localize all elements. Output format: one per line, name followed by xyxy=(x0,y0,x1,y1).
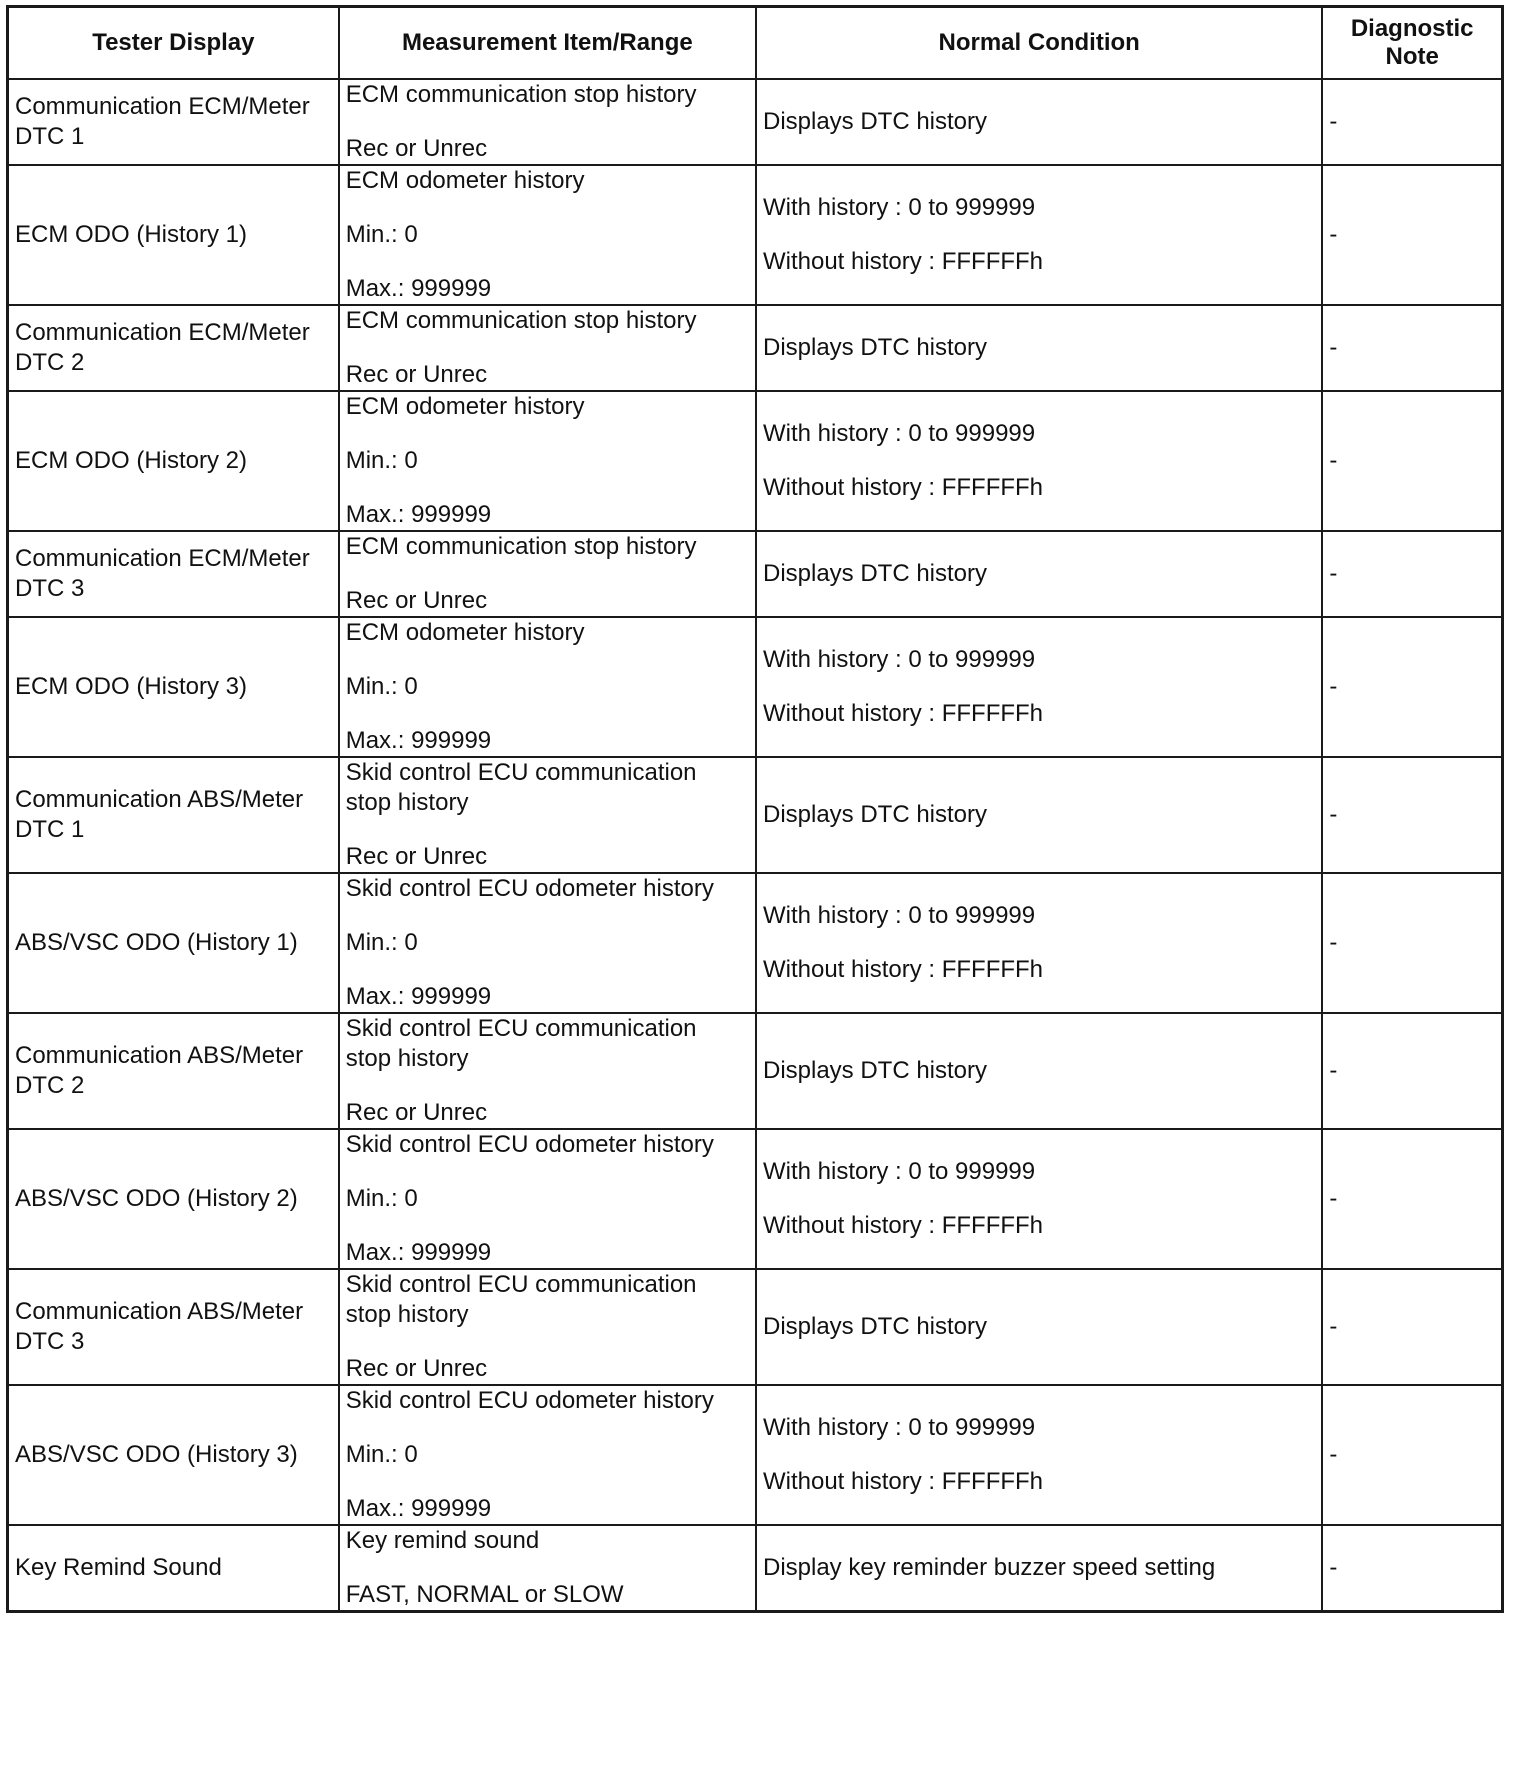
cell-measurement-item xyxy=(339,757,756,873)
normal-condition-text: Displays DTC history xyxy=(762,1313,988,1340)
normal-condition-text: With history : 0 to 999999 xyxy=(762,902,1036,929)
table-header xyxy=(8,7,1503,80)
paragraph-gap xyxy=(346,1470,749,1494)
cell-normal-condition xyxy=(756,165,1322,305)
measurement-text: Rec or Unrec xyxy=(345,1099,488,1126)
measurement-text: Key remind sound xyxy=(345,1527,540,1554)
cell-normal-condition xyxy=(756,79,1322,165)
tester-display-text: Key Remind Sound xyxy=(15,1554,222,1581)
tester-display-text: ABS/VSC ODO (History 2) xyxy=(15,1185,298,1212)
measurement-text: FAST, NORMAL or SLOW xyxy=(345,1581,624,1608)
cell-tester-display xyxy=(8,165,339,305)
cell-normal-condition xyxy=(756,305,1322,391)
normal-condition-text: With history : 0 to 999999 xyxy=(762,194,1036,221)
normal-condition-text: Without history : FFFFFFh xyxy=(762,1468,1044,1495)
tester-display-text: ECM ODO (History 2) xyxy=(15,447,248,474)
cell-measurement-item xyxy=(339,165,756,305)
table-row xyxy=(8,1269,1503,1385)
cell-diagnostic-note: - xyxy=(1322,1385,1502,1525)
measurement-text: Max.: 999999 xyxy=(345,727,492,754)
normal-condition-text: Displays DTC history xyxy=(762,334,988,361)
measurement-text: Rec or Unrec xyxy=(345,135,488,162)
cell-diagnostic-note: - xyxy=(1322,1269,1502,1385)
paragraph-gap xyxy=(346,476,749,500)
cell-tester-display xyxy=(8,1385,339,1525)
paragraph-gap xyxy=(763,449,1315,473)
cell-measurement-item xyxy=(339,873,756,1013)
tester-display-text: DTC 1 xyxy=(15,123,85,150)
cell-diagnostic-note: - xyxy=(1322,79,1502,165)
cell-tester-display xyxy=(8,305,339,391)
cell-diagnostic-note: - xyxy=(1322,1525,1502,1612)
measurement-text: Max.: 999999 xyxy=(345,1495,492,1522)
header-tester-display: Tester Display xyxy=(8,7,339,80)
paragraph-gap xyxy=(346,818,749,842)
measurement-text: ECM communication stop history xyxy=(345,533,697,560)
normal-condition-text: Without history : FFFFFFh xyxy=(762,700,1044,727)
normal-condition-text: Display key reminder buzzer speed setting xyxy=(762,1554,1216,1581)
tester-display-text: DTC 3 xyxy=(15,1328,85,1355)
table-row xyxy=(8,1129,1503,1269)
cell-normal-condition xyxy=(756,531,1322,617)
paragraph-gap xyxy=(346,1416,749,1440)
paragraph-gap xyxy=(346,562,749,586)
tester-display-text: ECM ODO (History 3) xyxy=(15,673,248,700)
cell-diagnostic-note: - xyxy=(1322,165,1502,305)
cell-normal-condition xyxy=(756,873,1322,1013)
cell-tester-display xyxy=(8,757,339,873)
tester-display-text: DTC 2 xyxy=(15,1072,85,1099)
normal-condition-text: Displays DTC history xyxy=(762,560,988,587)
cell-diagnostic-note: - xyxy=(1322,873,1502,1013)
paragraph-gap xyxy=(346,336,749,360)
paragraph-gap xyxy=(763,223,1315,247)
tester-display-text: Communication ABS/Meter xyxy=(15,786,304,813)
normal-condition-text: With history : 0 to 999999 xyxy=(762,420,1036,447)
paragraph-gap xyxy=(346,904,749,928)
table-body xyxy=(8,79,1503,1612)
measurement-text: ECM odometer history xyxy=(345,167,585,194)
measurement-text: ECM odometer history xyxy=(345,619,585,646)
normal-condition-text: Displays DTC history xyxy=(762,801,988,828)
measurement-text: Min.: 0 xyxy=(345,929,418,956)
tester-display-text: DTC 2 xyxy=(15,349,85,376)
cell-tester-display xyxy=(8,1129,339,1269)
paragraph-gap xyxy=(763,931,1315,955)
cell-normal-condition xyxy=(756,391,1322,531)
table-row xyxy=(8,1525,1503,1612)
table-row xyxy=(8,531,1503,617)
measurement-text: Rec or Unrec xyxy=(345,1355,488,1382)
cell-diagnostic-note: - xyxy=(1322,305,1502,391)
tester-display-text: Communication ABS/Meter xyxy=(15,1298,304,1325)
table-row xyxy=(8,873,1503,1013)
data-table xyxy=(6,5,1504,1613)
cell-normal-condition xyxy=(756,617,1322,757)
cell-normal-condition xyxy=(756,1525,1322,1612)
header-measurement-item: Measurement Item/Range xyxy=(339,7,756,80)
measurement-text: Rec or Unrec xyxy=(345,361,488,388)
measurement-text: Max.: 999999 xyxy=(345,501,492,528)
table-row xyxy=(8,79,1503,165)
measurement-text: Min.: 0 xyxy=(345,447,418,474)
cell-measurement-item xyxy=(339,391,756,531)
normal-condition-text: Without history : FFFFFFh xyxy=(762,1212,1044,1239)
cell-diagnostic-note: - xyxy=(1322,757,1502,873)
paragraph-gap xyxy=(346,648,749,672)
header-diagnostic-note xyxy=(1322,7,1502,80)
paragraph-gap xyxy=(346,1330,749,1354)
measurement-text: ECM communication stop history xyxy=(345,307,697,334)
table-row xyxy=(8,305,1503,391)
normal-condition-text: Displays DTC history xyxy=(762,1057,988,1084)
tester-display-text: Communication ECM/Meter xyxy=(15,93,310,120)
paragraph-gap xyxy=(763,675,1315,699)
table-row xyxy=(8,1385,1503,1525)
measurement-text: Skid control ECU odometer history xyxy=(345,1387,714,1414)
cell-measurement-item xyxy=(339,79,756,165)
measurement-text: Max.: 999999 xyxy=(345,983,492,1010)
header-diagnostic-note-line2: Note xyxy=(1385,43,1439,70)
measurement-text: Skid control ECU odometer history xyxy=(345,875,714,902)
table-row xyxy=(8,391,1503,531)
cell-diagnostic-note: - xyxy=(1322,1129,1502,1269)
cell-diagnostic-note: - xyxy=(1322,617,1502,757)
paragraph-gap xyxy=(346,110,749,134)
cell-measurement-item xyxy=(339,1385,756,1525)
cell-diagnostic-note: - xyxy=(1322,391,1502,531)
paragraph-gap xyxy=(346,1556,749,1580)
measurement-text: Min.: 0 xyxy=(345,1441,418,1468)
cell-normal-condition xyxy=(756,1129,1322,1269)
measurement-text: Skid control ECU odometer history xyxy=(345,1131,714,1158)
measurement-text: Skid control ECU communication xyxy=(345,759,697,786)
tester-display-text: Communication ECM/Meter xyxy=(15,319,310,346)
measurement-text: stop history xyxy=(345,1045,469,1072)
paragraph-gap xyxy=(763,1187,1315,1211)
header-normal-condition: Normal Condition xyxy=(756,7,1322,80)
cell-normal-condition xyxy=(756,1013,1322,1129)
normal-condition-text: Without history : FFFFFFh xyxy=(762,956,1044,983)
cell-measurement-item xyxy=(339,1129,756,1269)
tester-display-text: DTC 1 xyxy=(15,816,85,843)
measurement-text: Rec or Unrec xyxy=(345,843,488,870)
normal-condition-text: With history : 0 to 999999 xyxy=(762,646,1036,673)
tester-display-text: ABS/VSC ODO (History 3) xyxy=(15,1441,298,1468)
measurement-text: Skid control ECU communication xyxy=(345,1015,697,1042)
cell-measurement-item xyxy=(339,531,756,617)
cell-normal-condition xyxy=(756,1269,1322,1385)
paragraph-gap xyxy=(763,1443,1315,1467)
measurement-text: Min.: 0 xyxy=(345,673,418,700)
cell-tester-display xyxy=(8,617,339,757)
measurement-text: Min.: 0 xyxy=(345,221,418,248)
paragraph-gap xyxy=(346,1214,749,1238)
cell-normal-condition xyxy=(756,757,1322,873)
cell-tester-display xyxy=(8,531,339,617)
measurement-text: stop history xyxy=(345,789,469,816)
measurement-text: Min.: 0 xyxy=(345,1185,418,1212)
table-row xyxy=(8,757,1503,873)
cell-measurement-item xyxy=(339,1525,756,1612)
measurement-text: Rec or Unrec xyxy=(345,587,488,614)
measurement-text: ECM odometer history xyxy=(345,393,585,420)
header-row xyxy=(8,7,1503,80)
cell-tester-display xyxy=(8,1269,339,1385)
normal-condition-text: Displays DTC history xyxy=(762,108,988,135)
normal-condition-text: With history : 0 to 999999 xyxy=(762,1414,1036,1441)
normal-condition-text: Without history : FFFFFFh xyxy=(762,474,1044,501)
tester-display-text: ECM ODO (History 1) xyxy=(15,221,248,248)
table-row xyxy=(8,165,1503,305)
measurement-text: ECM communication stop history xyxy=(345,81,697,108)
cell-diagnostic-note: - xyxy=(1322,531,1502,617)
measurement-text: stop history xyxy=(345,1301,469,1328)
table-row xyxy=(8,617,1503,757)
cell-tester-display xyxy=(8,873,339,1013)
cell-tester-display xyxy=(8,391,339,531)
cell-diagnostic-note: - xyxy=(1322,1013,1502,1129)
paragraph-gap xyxy=(346,422,749,446)
normal-condition-text: With history : 0 to 999999 xyxy=(762,1158,1036,1185)
cell-tester-display xyxy=(8,1013,339,1129)
tester-display-text: Communication ABS/Meter xyxy=(15,1042,304,1069)
tester-display-text: Communication ECM/Meter xyxy=(15,545,310,572)
measurement-text: Max.: 999999 xyxy=(345,275,492,302)
tester-display-text: DTC 3 xyxy=(15,575,85,602)
table-row xyxy=(8,1013,1503,1129)
paragraph-gap xyxy=(346,1074,749,1098)
paragraph-gap xyxy=(346,196,749,220)
measurement-text: Max.: 999999 xyxy=(345,1239,492,1266)
header-diagnostic-note-line1: Diagnostic xyxy=(1350,15,1474,42)
cell-measurement-item xyxy=(339,617,756,757)
cell-measurement-item xyxy=(339,305,756,391)
paragraph-gap xyxy=(346,1160,749,1184)
tester-display-text: ABS/VSC ODO (History 1) xyxy=(15,929,298,956)
cell-measurement-item xyxy=(339,1013,756,1129)
paragraph-gap xyxy=(346,702,749,726)
paragraph-gap xyxy=(346,250,749,274)
cell-tester-display xyxy=(8,1525,339,1612)
measurement-text: Skid control ECU communication xyxy=(345,1271,697,1298)
normal-condition-text: Without history : FFFFFFh xyxy=(762,248,1044,275)
cell-tester-display xyxy=(8,79,339,165)
cell-normal-condition xyxy=(756,1385,1322,1525)
paragraph-gap xyxy=(346,958,749,982)
cell-measurement-item xyxy=(339,1269,756,1385)
